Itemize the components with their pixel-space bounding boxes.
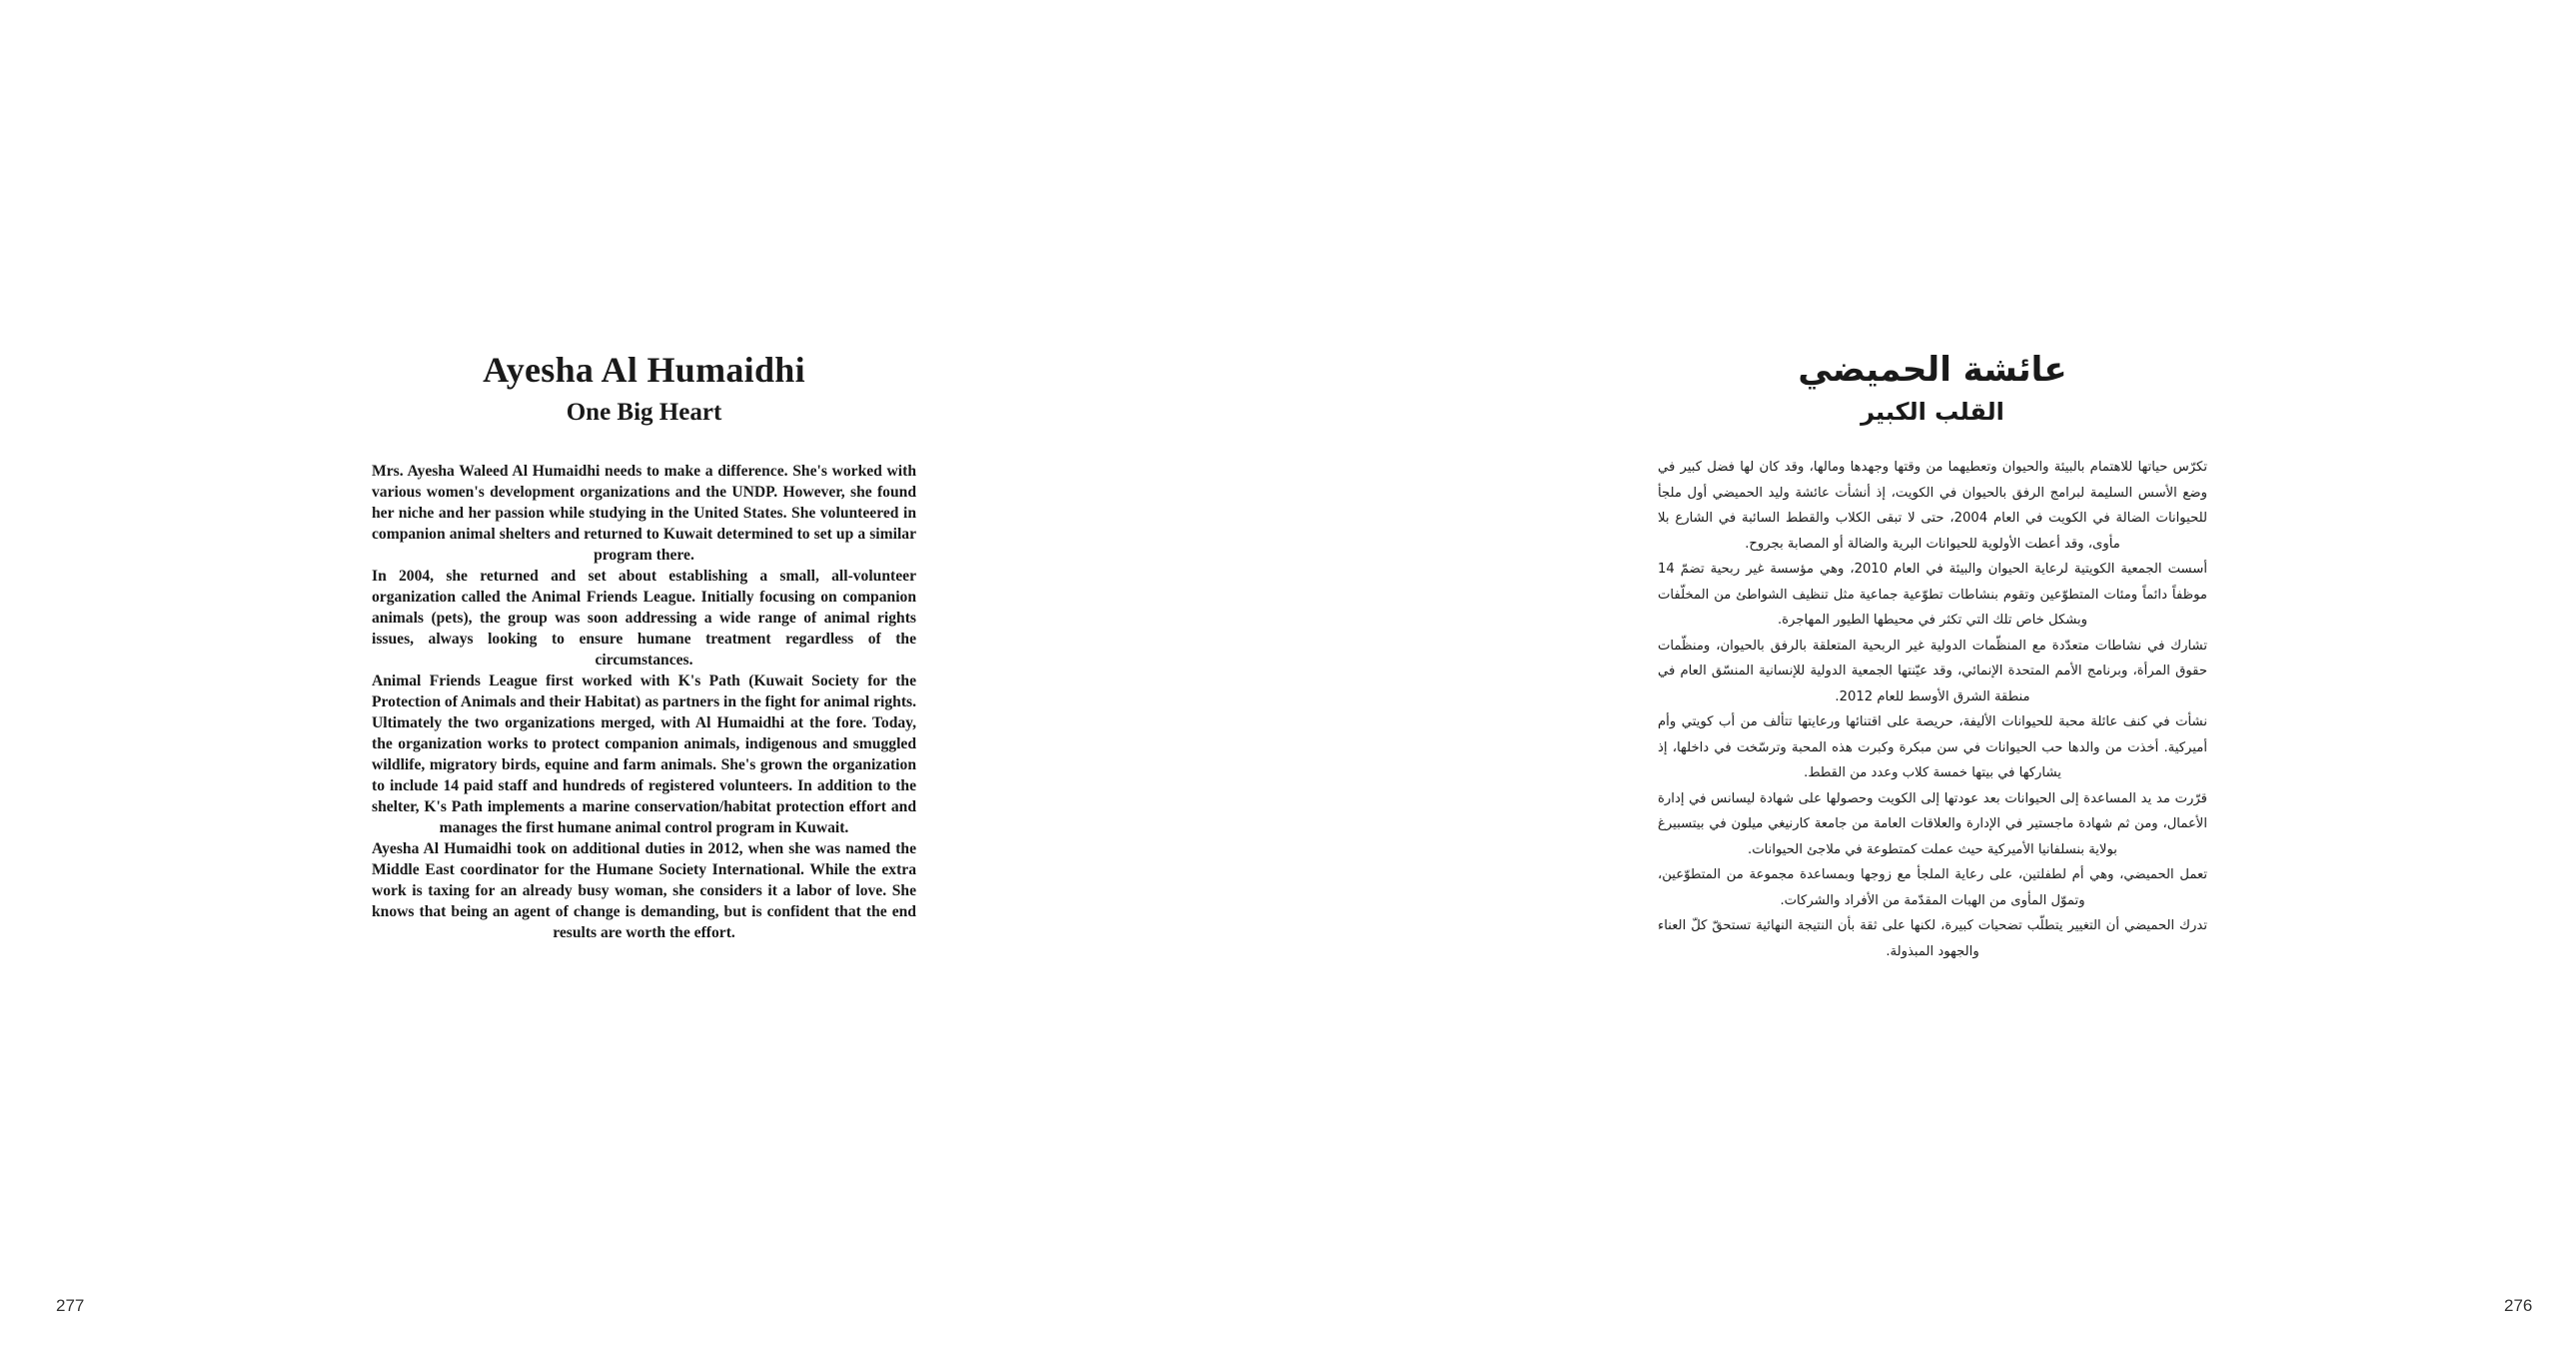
english-article: [372, 345, 916, 943]
arabic-article: [1658, 345, 2207, 964]
page-number: 276: [2504, 1296, 2533, 1315]
right-page: [1288, 0, 2576, 1353]
body-paragraph: Mrs. Ayesha Waleed Al Humaidhi needs to make a difference. She's worked with various women's development organizations and the UNDP. However, she found her niche and her passion while studying in the United States. She volunteered in companion animal shelters and returned to Kuwait determined to set up a similar program there.: [372, 463, 916, 564]
body-paragraph: Ayesha Al Humaidhi took on additional duties in 2012, when she was named the Middle East coordinator for the Humane Society International. While the extra work is taxing for an already busy woman, she considers it a labor of love. She knows that being an agent of change is demanding, but is confident that the end results are worth the effort.: [372, 840, 916, 941]
body-paragraph: In 2004, she returned and set about establishing a small, all-volunteer organization called the Animal Friends League. Initially focusing on companion animals (pets), the group was soon addressing a wide range of animal rights issues, always looking to ensure humane treatment regardless of the circumstances.: [372, 568, 916, 669]
arabic-paragraph: أسست الجمعية الكويتية لرعاية الحيوان والبيئة في العام 2010، وهي مؤسسة غير ربحية تضمّ 14 موظفاً دائماً ومئات المتطوّعين وتقوم بنشاطات تطوّعية جماعية مثل تنظيف الشواطئ من المخلّفات وبشكل خاص تلك التي تكثر في محيطها الطيور المهاجرة.: [1658, 562, 2207, 628]
arabic-body: [1658, 455, 2207, 964]
article-body: [372, 461, 916, 943]
arabic-paragraph: تكرّس حياتها للاهتمام بالبيئة والحيوان وتعطيهما من وقتها وجهدها ومالها، وقد كان لها فضل كبير في وضع الأسس السليمة لبرامج الرفق بالحيوان في الكويت، إذ أنشأت عائشة وليد الحميضي أول ملجأ للحيوانات الضالة في الكويت في العام 2004، حتى لا تبقى الكلاب والقطط السائبة في الشارع بلا مأوى، وقد أعطت الأولوية للحيوانات البرية والضالة أو المصابة بجروح.: [1658, 460, 2207, 552]
arabic-paragraph: تشارك في نشاطات متعدّدة مع المنظّمات الدولية غير الربحية المتعلقة بالرفق بالحيوان، ومنظّمات حقوق المرأة، وبرنامج الأمم المتحدة الإنمائي، وقد عيّنتها الجمعية الدولية للإنسانية المنسّق العام في منطقة الشرق الأوسط للعام 2012.: [1658, 638, 2207, 704]
page-number: 277: [56, 1296, 85, 1315]
arabic-paragraph: قرّرت مد يد المساعدة إلى الحيوانات بعد عودتها إلى الكويت وحصولها على شهادة ليسانس في إدارة الأعمال، ومن ثم شهادة ماجستير في الإدارة والعلاقات العامة من جامعة كارنيغي ميلون في بيتسبيرغ بولاية بنسلفانيا الأميركية حيث عملت كمتطوعة في ملاجئ الحيوانات.: [1658, 790, 2207, 857]
arabic-subtitle: القلب الكبير: [1861, 398, 2004, 426]
arabic-paragraph: تدرك الحميضي أن التغيير يتطلّب تضحيات كبيرة، لكنها على ثقة بأن النتيجة النهائية تستحقّ كلّ العناء والجهود المبذولة.: [1658, 918, 2207, 959]
body-paragraph: Animal Friends League first worked with K's Path (Kuwait Society for the Protection of Animals and their Habitat) as partners in the fight for animal rights. Ultimately the two organizations merged, with Al Humaidhi at the fore. Today, the organization works to protect companion animals, indigenous and smuggled wildlife, migratory birds, equine and farm animals. She's grown the organization to include 14 paid staff and hundreds of registered volunteers. In addition to the shelter, K's Path implements a marine conservation/habitat protection effort and manages the first humane animal control program in Kuwait.: [372, 673, 916, 836]
arabic-paragraph: تعمل الحميضي، وهي أم لطفلتين، على رعاية الملجأ مع زوجها وبمساعدة مجموعة من المتطوّعين، وتموّل المأوى من الهبات المقدّمة من الأفراد والشركات.: [1658, 867, 2207, 908]
arabic-paragraph: نشأت في كنف عائلة محبة للحيوانات الأليفة، حريصة على اقتنائها ورعايتها تتألف من أب كويتي وأم أميركية. أخذت من والدها حب الحيوانات في سن مبكرة وكبرت هذه المحبة وترسّخت في داخلها، إذ يشاركها في بيتها خمسة كلاب وعدد من القطط.: [1658, 714, 2207, 780]
article-title: Ayesha Al Humaidhi: [483, 350, 805, 390]
article-subtitle: One Big Heart: [566, 399, 722, 426]
arabic-title: عائشة الحميضي: [1798, 350, 2067, 390]
